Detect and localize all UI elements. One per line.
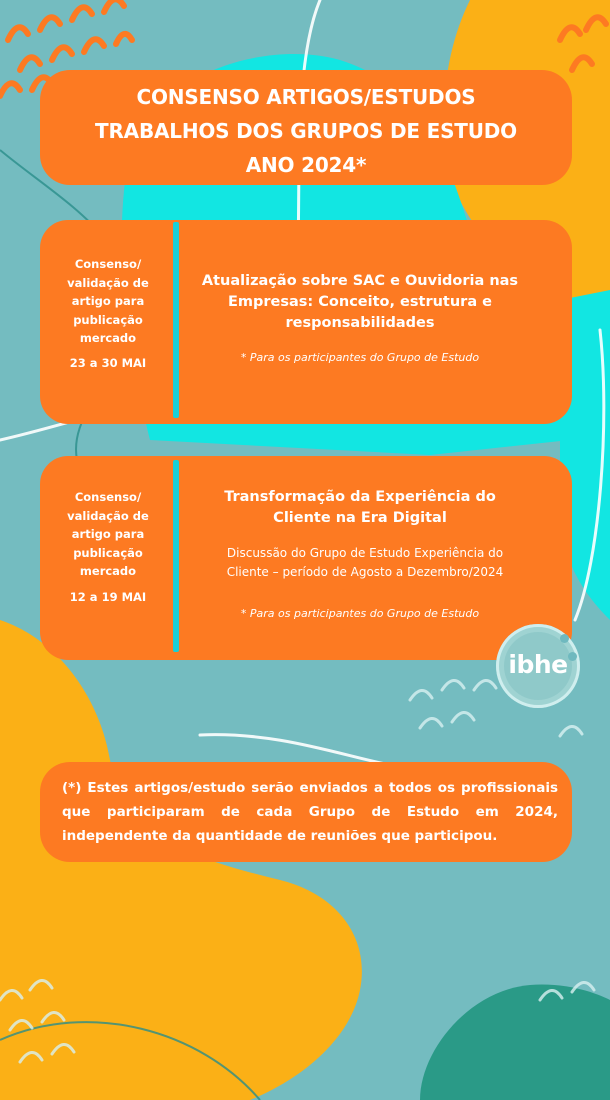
card-1-divider	[173, 222, 179, 418]
card-1-heading-line: Empresas: Conceito, estrutura e	[228, 294, 492, 310]
teal-blob-bottom-right	[420, 985, 610, 1100]
study-card-2	[40, 456, 572, 660]
card-2-label-line: mercado	[79, 564, 137, 578]
card-2-description	[200, 544, 530, 582]
logo-text: ibhe	[508, 650, 568, 679]
card-1-label-line: validação de	[67, 275, 149, 290]
card-2-description-line: Cliente – período de Agosto a Dezembro/2024	[226, 565, 504, 579]
card-1-heading	[190, 271, 530, 334]
title-line-1: CONSENSO ARTIGOS/ESTUDOS	[136, 85, 476, 109]
footnote-text: (*) Estes artigos/estudo serão enviados a todos os profissionais que participaram de cada Grupo de Estudo em 2024, independente da quantidade de reuniões que participou.	[62, 780, 558, 844]
footnote-box	[40, 762, 572, 862]
title-box	[40, 70, 572, 185]
card-1-label-line: Consenso/	[74, 257, 142, 271]
card-2-heading-line: Cliente na Era Digital	[273, 510, 447, 526]
ibhe-logo	[496, 624, 580, 708]
card-2-label-line: validação de	[67, 508, 149, 523]
card-2-note: * Para os participantes do Grupo de Estudo	[240, 607, 480, 620]
card-1-label	[40, 255, 176, 348]
card-1-label-line: mercado	[79, 331, 137, 345]
card-1-dates: 23 a 30 MAI	[69, 356, 147, 370]
card-2-heading	[190, 487, 530, 529]
title-line-2: TRABALHOS DOS GRUPOS DE ESTUDO	[95, 119, 517, 143]
card-2-heading-line: Transformação da Experiência do	[224, 489, 496, 505]
card-2-divider	[173, 460, 179, 652]
card-2-label	[40, 488, 176, 581]
card-1-label-line: artigo para	[71, 294, 145, 308]
card-1-label-line: publicação	[73, 312, 143, 327]
card-2-description-line: Discussão do Grupo de Estudo Experiência do	[226, 546, 504, 560]
card-2-label-line: Consenso/	[74, 490, 142, 504]
title-line-3: ANO 2024*	[245, 153, 367, 177]
card-2-dates: 12 a 19 MAI	[69, 590, 147, 604]
card-1-heading-line: responsabilidades	[285, 315, 435, 331]
card-1-note: * Para os participantes do Grupo de Estudo	[240, 351, 480, 364]
card-2-label-line: artigo para	[71, 527, 145, 541]
logo-dot	[560, 634, 569, 643]
card-1-heading-line: Atualização sobre SAC e Ouvidoria nas	[201, 273, 519, 289]
study-card-1	[40, 220, 572, 424]
card-2-label-line: publicação	[73, 545, 143, 560]
